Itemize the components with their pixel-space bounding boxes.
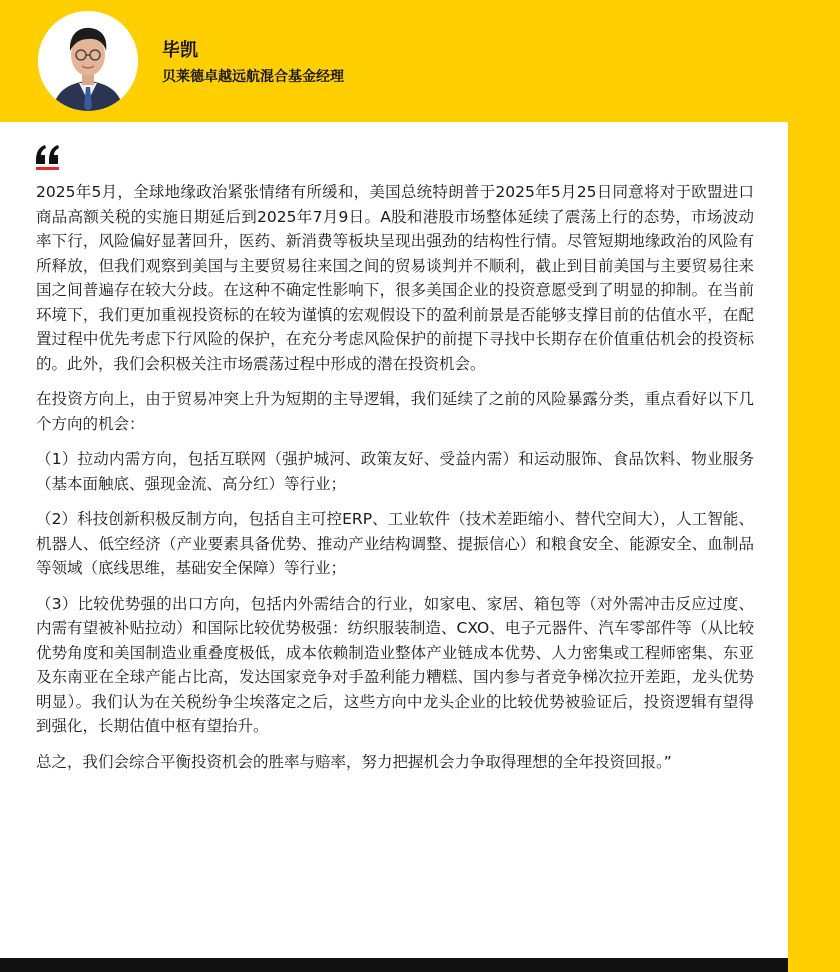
paragraph: （1）拉动内需方向，包括互联网（强护城河、政策友好、受益内需）和运动服饰、食品饮料、物业服务（基本面触底、强现金流、高分红）等行业； (36, 450, 754, 493)
paragraph: 总之，我们会综合平衡投资机会的胜率与赔率，努力把握机会力争取得理想的全年投资回报。” (36, 752, 672, 771)
quote-card (0, 122, 788, 958)
profile-header (0, 0, 840, 122)
paragraph: 在投资方向上，由于贸易冲突上升为短期的主导逻辑，我们延续了之前的风险暴露分类，重点看好以下几个方向的机会： (36, 390, 754, 433)
avatar-portrait-icon (38, 11, 138, 111)
paragraph: （2）科技创新积极反制方向，包括自主可控ERP、工业软件（技术差距缩小、替代空间大），人工智能、机器人、低空经济（产业要素具备优势、推动产业结构调整、提振信心）和粮食安全、能源安全、血制品等领域（底线思维，基础安全保障）等行业； (36, 510, 754, 577)
quote-body (36, 180, 754, 785)
manager-name: 毕凯 (162, 40, 198, 61)
avatar (38, 11, 138, 111)
paragraph: （3）比较优势强的出口方向，包括内外需结合的行业，如家电、家居、箱包等（对外需冲击反应过度、内需有望被补贴拉动）和国际比较优势极强：纺织服装制造、CXO、电子元器件、汽车零部件等（从比较优势角度和美国制造业重叠度极低，成本依赖制造业整体产业链成本优势、人力密集或工程师密集、东亚及东南亚在全球产能占比高，发达国家竞争对手盈利能力糟糕、国内参与者竞争梯次拉开差距，龙头优势明显）。我们认为在关税纷争尘埃落定之后，这些方向中龙头企业的比较优势被验证后，投资逻辑有望得到强化，长期估值中枢有望抬升。 (36, 594, 754, 735)
bottom-bar (0, 958, 788, 972)
paragraph: 2025年5月，全球地缘政治紧张情绪有所缓和，美国总统特朗普于2025年5月25日同意将对于欧盟进口商品高额关税的实施日期延后到2025年7月9日。A股和港股市场整体延续了震荡上行的态势，市场波动率下行，风险偏好显著回升，医药、新消费等板块呈现出强劲的结构性行情。尽管短期地缘政治的风险有所释放，但我们观察到美国与主要贸易往来国之间的贸易谈判并不顺利，截止到目前美国与主要贸易往来国之间普遍存在较大分歧。在这种不确定性影响下，很多美国企业的投资意愿受到了明显的抑制。在当前环境下，我们更加重视投资标的在较为谨慎的宏观假设下的盈利前景是否能够支撑目前的估值水平，在配置过程中优先考虑下行风险的保护，在充分考虑风险保护的前提下寻找中长期存在价值重估机会的投资标的。此外，我们会积极关注市场震荡过程中形成的潜在投资机会。 (36, 183, 754, 373)
manager-title: 贝莱德卓越远航混合基金经理 (162, 69, 344, 85)
quote-open-icon (34, 142, 62, 174)
